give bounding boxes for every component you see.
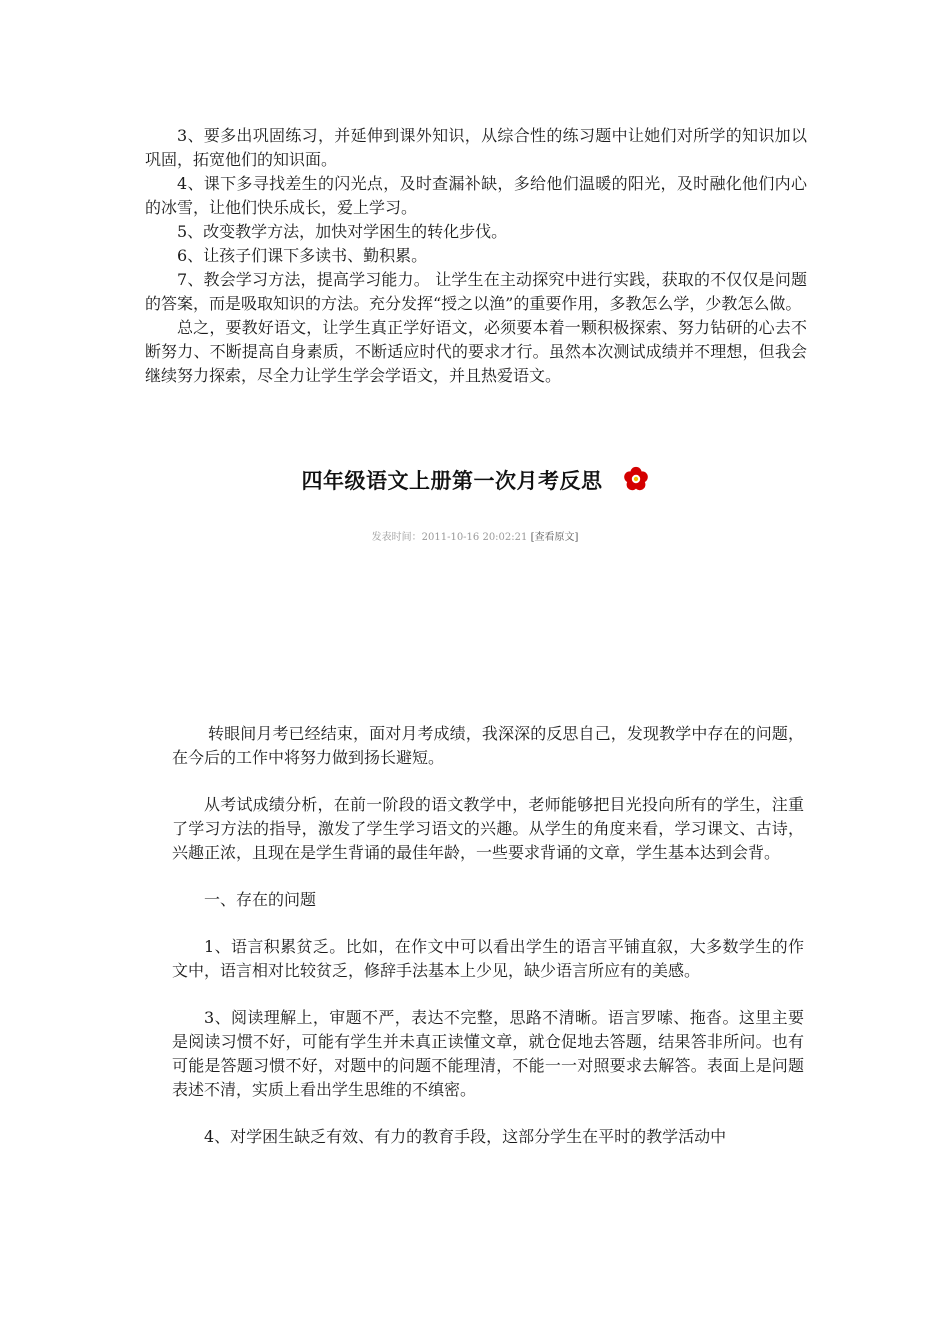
- article-meta: [0, 531, 950, 545]
- previous-article-tail: [145, 124, 807, 388]
- paragraph: 6、让孩子们课下多读书、勤积累。: [177, 246, 428, 265]
- article-header: [0, 466, 950, 496]
- paragraph: 3、阅读理解上，审题不严，表达不完整，思路不清晰。语言罗嗦、拖沓。这里主要是阅读习惯不好，可能有学生并未真正读懂文章，就仓促地去答题，结果答非所问。也有可能是答题习惯不好，对题中的问题不能理清，不能一一对照要求去解答。表面上是问题表述不清，实质上看出学生思维的不缜密。: [172, 1008, 804, 1099]
- article-body: [172, 722, 804, 1172]
- paragraph: 总之，要教好语文，让学生真正学好语文，必须要本着一颗积极探索、努力钻研的心去不断努力、不断提高自身素质，不断适应时代的要求才行。虽然本次测试成绩并不理想，但我会继续努力探索，尽全力让学生学会学语文，并且热爱语文。: [145, 318, 807, 385]
- section-heading: 一、存在的问题: [204, 890, 317, 909]
- paragraph: 1、语言积累贫乏。比如，在作文中可以看出学生的语言平铺直叙，大多数学生的作文中，语言相对比较贫乏，修辞手法基本上少见，缺少语言所应有的美感。: [172, 937, 804, 980]
- view-original-link[interactable]: [查看原文]: [530, 532, 579, 543]
- paragraph: 转眼间月考已经结束，面对月考成绩，我深深的反思自己，发现教学中存在的问题，在今后的工作中将努力做到扬长避短。: [172, 724, 804, 767]
- paragraph: 4、对学困生缺乏有效、有力的教育手段，这部分学生在平时的教学活动中: [204, 1127, 727, 1146]
- paragraph: 5、改变教学方法，加快对学困生的转化步伐。: [177, 222, 508, 241]
- flower-icon: [623, 466, 649, 492]
- paragraph: 从考试成绩分析，在前一阶段的语文教学中，老师能够把目光投向所有的学生，注重了学习方法的指导，激发了学生学习语文的兴趣。从学生的角度来看，学习课文、古诗，兴趣正浓，且现在是学生背诵的最佳年龄，一些要求背诵的文章，学生基本达到会背。: [172, 795, 804, 862]
- paragraph: 4、课下多寻找差生的闪光点，及时查漏补缺，多给他们温暖的阳光，及时融化他们内心的冰雪，让他们快乐成长，爱上学习。: [145, 174, 807, 217]
- meta-prefix: 发表时间：: [371, 532, 422, 543]
- article-title: 四年级语文上册第一次月考反思: [301, 469, 603, 493]
- paragraph: 3、要多出巩固练习，并延伸到课外知识，从综合性的练习题中让她们对所学的知识加以巩固，拓宽他们的知识面。: [145, 126, 807, 169]
- publish-timestamp: 2011-10-16 20:02:21: [421, 532, 528, 543]
- paragraph: 7、教会学习方法，提高学习能力。 让学生在主动探究中进行实践，获取的不仅仅是问题的答案，而是吸取知识的方法。充分发挥“授之以渔”的重要作用，多教怎么学，少教怎么做。: [145, 270, 807, 313]
